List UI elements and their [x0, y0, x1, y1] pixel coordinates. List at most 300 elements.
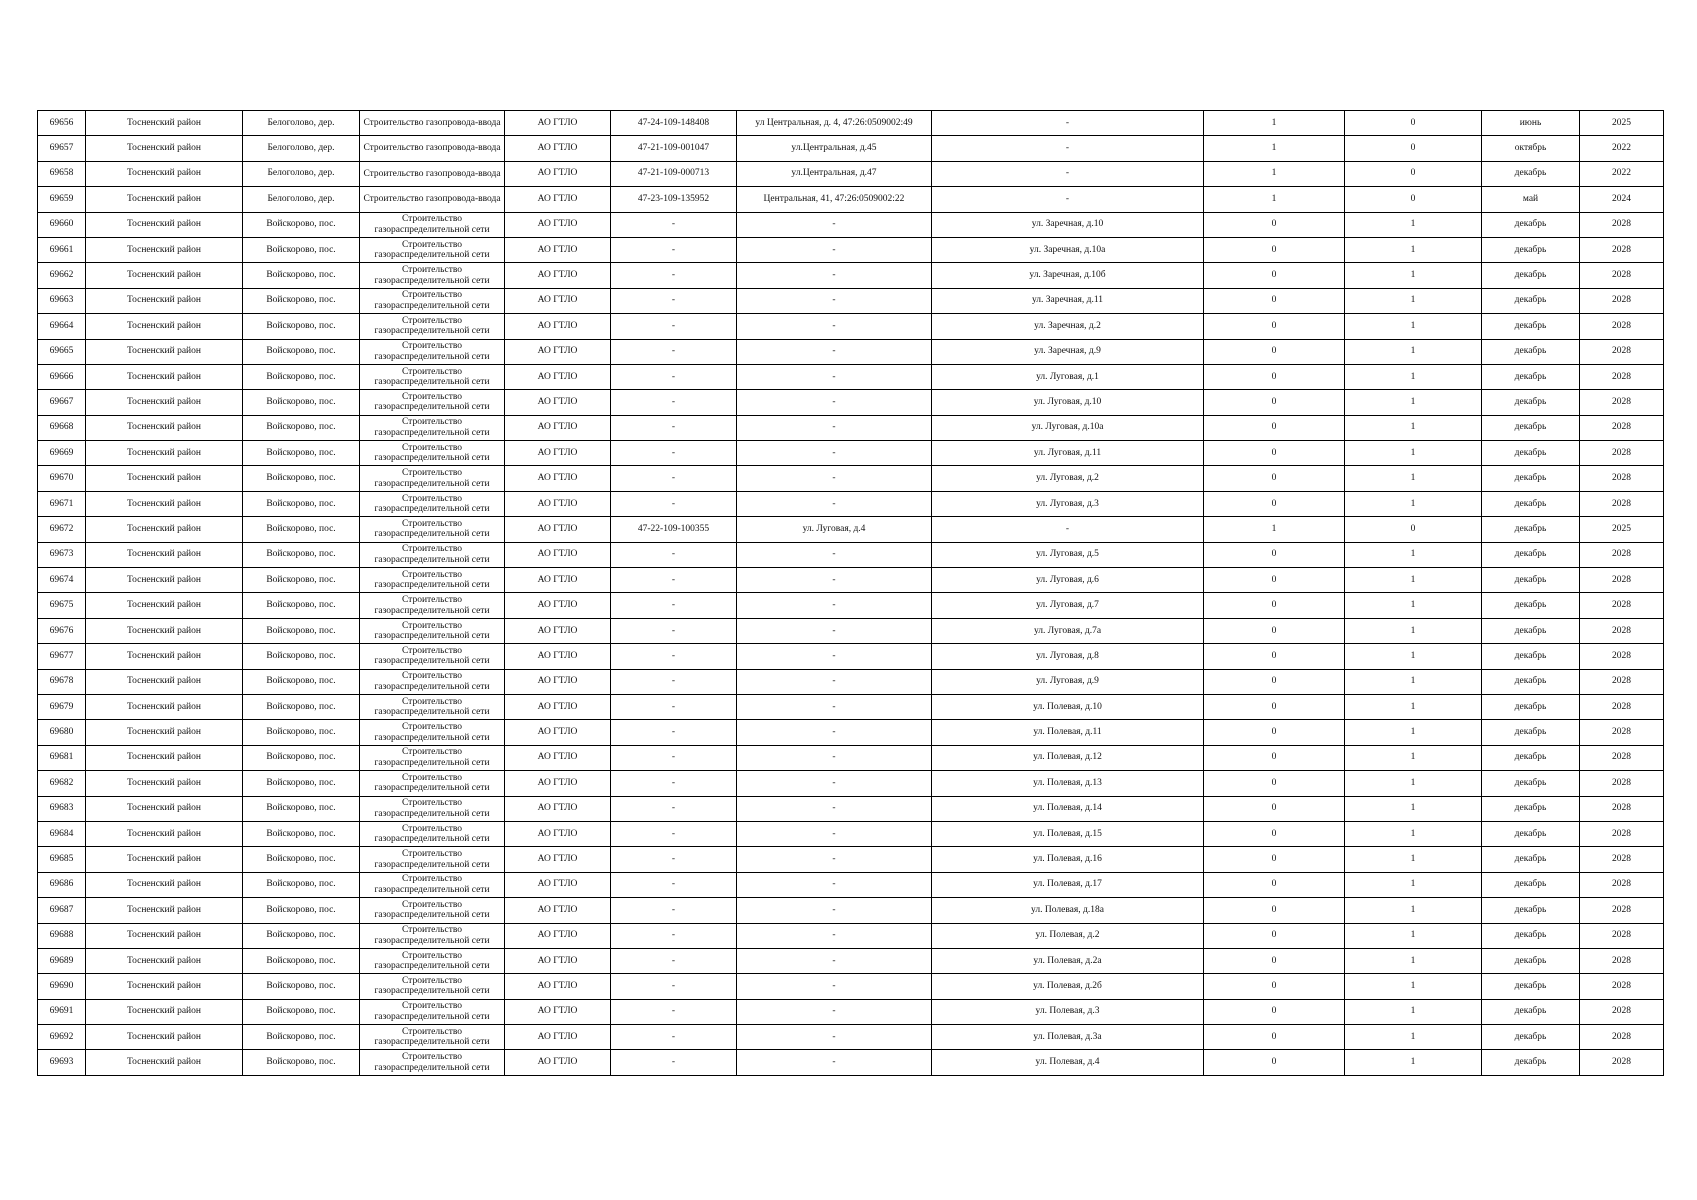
table-row — [38, 339, 1664, 364]
district-cell: Тосненский район — [86, 364, 243, 389]
planned-address-cell: ул. Полевая, д.15 — [932, 821, 1204, 846]
work-type-cell: Строительство газораспределительной сети — [360, 847, 505, 872]
registered-address-cell: - — [737, 821, 932, 846]
count-b-cell: 0 — [1345, 136, 1482, 161]
count-b-cell: 1 — [1345, 339, 1482, 364]
organization-cell: АО ГТЛО — [505, 593, 611, 618]
year-cell: 2028 — [1580, 771, 1664, 796]
registry-number-cell: - — [611, 491, 737, 516]
organization-cell: АО ГТЛО — [505, 872, 611, 897]
count-b-cell: 1 — [1345, 441, 1482, 466]
planned-address-cell: ул. Луговая, д.11 — [932, 441, 1204, 466]
settlement-cell: Войскорово, пос. — [243, 568, 360, 593]
registry-number-cell: - — [611, 872, 737, 897]
table-row — [38, 898, 1664, 923]
district-cell: Тосненский район — [86, 1050, 243, 1075]
month-cell: декабрь — [1482, 821, 1580, 846]
document-table — [37, 110, 1664, 1076]
settlement-cell: Войскорово, пос. — [243, 415, 360, 440]
count-b-cell: 1 — [1345, 694, 1482, 719]
record-id-cell: 69661 — [38, 237, 86, 262]
registered-address-cell: - — [737, 212, 932, 237]
count-b-cell: 1 — [1345, 415, 1482, 440]
registry-number-cell: - — [611, 263, 737, 288]
record-id-cell: 69660 — [38, 212, 86, 237]
record-id-cell: 69692 — [38, 1025, 86, 1050]
organization-cell: АО ГТЛО — [505, 237, 611, 262]
count-a-cell: 0 — [1204, 796, 1345, 821]
registry-number-cell: - — [611, 898, 737, 923]
registry-number-cell: - — [611, 999, 737, 1024]
organization-cell: АО ГТЛО — [505, 568, 611, 593]
table-row — [38, 466, 1664, 491]
registered-address-cell: - — [737, 745, 932, 770]
registered-address-cell: - — [737, 237, 932, 262]
registered-address-cell: - — [737, 644, 932, 669]
count-a-cell: 0 — [1204, 974, 1345, 999]
count-a-cell: 0 — [1204, 618, 1345, 643]
record-id-cell: 69688 — [38, 923, 86, 948]
record-id-cell: 69666 — [38, 364, 86, 389]
work-type-cell: Строительство газораспределительной сети — [360, 771, 505, 796]
district-cell: Тосненский район — [86, 1025, 243, 1050]
planned-address-cell: ул. Полевая, д.12 — [932, 745, 1204, 770]
work-type-cell: Строительство газораспределительной сети — [360, 796, 505, 821]
record-id-cell: 69677 — [38, 644, 86, 669]
settlement-cell: Белоголово, дер. — [243, 111, 360, 136]
year-cell: 2028 — [1580, 593, 1664, 618]
planned-address-cell: ул. Полевая, д.18а — [932, 898, 1204, 923]
count-a-cell: 0 — [1204, 847, 1345, 872]
record-id-cell: 69681 — [38, 745, 86, 770]
registry-number-cell: - — [611, 923, 737, 948]
work-type-cell: Строительство газопровода-ввода — [360, 111, 505, 136]
month-cell: декабрь — [1482, 872, 1580, 897]
count-b-cell: 1 — [1345, 364, 1482, 389]
month-cell: декабрь — [1482, 771, 1580, 796]
count-b-cell: 1 — [1345, 390, 1482, 415]
count-a-cell: 0 — [1204, 491, 1345, 516]
count-b-cell: 1 — [1345, 618, 1482, 643]
month-cell: декабрь — [1482, 568, 1580, 593]
count-a-cell: 0 — [1204, 999, 1345, 1024]
planned-address-cell: ул. Заречная, д.9 — [932, 339, 1204, 364]
registered-address-cell: - — [737, 898, 932, 923]
registry-number-cell: - — [611, 415, 737, 440]
organization-cell: АО ГТЛО — [505, 339, 611, 364]
month-cell: декабрь — [1482, 999, 1580, 1024]
year-cell: 2028 — [1580, 898, 1664, 923]
work-type-cell: Строительство газораспределительной сети — [360, 517, 505, 542]
year-cell: 2028 — [1580, 263, 1664, 288]
month-cell: декабрь — [1482, 669, 1580, 694]
planned-address-cell: ул. Луговая, д.7 — [932, 593, 1204, 618]
registered-address-cell: - — [737, 669, 932, 694]
district-cell: Тосненский район — [86, 161, 243, 186]
count-b-cell: 1 — [1345, 847, 1482, 872]
year-cell: 2028 — [1580, 694, 1664, 719]
registry-number-cell: - — [611, 288, 737, 313]
table-row — [38, 390, 1664, 415]
count-b-cell: 1 — [1345, 999, 1482, 1024]
year-cell: 2028 — [1580, 618, 1664, 643]
year-cell: 2028 — [1580, 314, 1664, 339]
settlement-cell: Войскорово, пос. — [243, 542, 360, 567]
district-cell: Тосненский район — [86, 314, 243, 339]
record-id-cell: 69674 — [38, 568, 86, 593]
table-row — [38, 288, 1664, 313]
record-id-cell: 69685 — [38, 847, 86, 872]
registry-number-cell: - — [611, 568, 737, 593]
record-id-cell: 69670 — [38, 466, 86, 491]
district-cell: Тосненский район — [86, 212, 243, 237]
year-cell: 2028 — [1580, 847, 1664, 872]
work-type-cell: Строительство газопровода-ввода — [360, 187, 505, 212]
table-row — [38, 314, 1664, 339]
count-b-cell: 1 — [1345, 948, 1482, 973]
count-b-cell: 0 — [1345, 187, 1482, 212]
settlement-cell: Войскорово, пос. — [243, 618, 360, 643]
registered-address-cell: - — [737, 288, 932, 313]
work-type-cell: Строительство газораспределительной сети — [360, 821, 505, 846]
month-cell: декабрь — [1482, 847, 1580, 872]
record-id-cell: 69669 — [38, 441, 86, 466]
count-a-cell: 1 — [1204, 187, 1345, 212]
district-cell: Тосненский район — [86, 847, 243, 872]
table-row — [38, 923, 1664, 948]
year-cell: 2028 — [1580, 491, 1664, 516]
settlement-cell: Войскорово, пос. — [243, 771, 360, 796]
count-a-cell: 0 — [1204, 466, 1345, 491]
organization-cell: АО ГТЛО — [505, 441, 611, 466]
planned-address-cell: ул. Луговая, д.2 — [932, 466, 1204, 491]
district-cell: Тосненский район — [86, 669, 243, 694]
count-a-cell: 0 — [1204, 441, 1345, 466]
registry-number-cell: 47-24-109-148408 — [611, 111, 737, 136]
count-a-cell: 0 — [1204, 720, 1345, 745]
registry-number-cell: 47-22-109-100355 — [611, 517, 737, 542]
registered-address-cell: ул Центральная, д. 4, 47:26:0509002:49 — [737, 111, 932, 136]
month-cell: декабрь — [1482, 923, 1580, 948]
organization-cell: АО ГТЛО — [505, 491, 611, 516]
settlement-cell: Войскорово, пос. — [243, 796, 360, 821]
registry-number-cell: - — [611, 441, 737, 466]
planned-address-cell: ул. Луговая, д.10 — [932, 390, 1204, 415]
planned-address-cell: - — [932, 187, 1204, 212]
month-cell: декабрь — [1482, 644, 1580, 669]
registered-address-cell: - — [737, 694, 932, 719]
settlement-cell: Войскорово, пос. — [243, 948, 360, 973]
count-a-cell: 0 — [1204, 745, 1345, 770]
planned-address-cell: ул. Луговая, д.1 — [932, 364, 1204, 389]
year-cell: 2022 — [1580, 161, 1664, 186]
district-cell: Тосненский район — [86, 720, 243, 745]
work-type-cell: Строительство газораспределительной сети — [360, 263, 505, 288]
work-type-cell: Строительство газораспределительной сети — [360, 1050, 505, 1075]
record-id-cell: 69687 — [38, 898, 86, 923]
planned-address-cell: ул. Полевая, д.17 — [932, 872, 1204, 897]
registered-address-cell: - — [737, 364, 932, 389]
registered-address-cell: ул.Центральная, д.47 — [737, 161, 932, 186]
planned-address-cell: ул. Полевая, д.2б — [932, 974, 1204, 999]
table-row — [38, 694, 1664, 719]
registry-number-cell: - — [611, 390, 737, 415]
count-a-cell: 1 — [1204, 161, 1345, 186]
district-cell: Тосненский район — [86, 568, 243, 593]
count-b-cell: 0 — [1345, 111, 1482, 136]
count-b-cell: 1 — [1345, 771, 1482, 796]
settlement-cell: Белоголово, дер. — [243, 161, 360, 186]
registry-number-cell: - — [611, 364, 737, 389]
settlement-cell: Войскорово, пос. — [243, 872, 360, 897]
year-cell: 2024 — [1580, 187, 1664, 212]
organization-cell: АО ГТЛО — [505, 212, 611, 237]
registry-number-cell: - — [611, 821, 737, 846]
count-a-cell: 0 — [1204, 568, 1345, 593]
count-a-cell: 0 — [1204, 923, 1345, 948]
count-b-cell: 1 — [1345, 745, 1482, 770]
settlement-cell: Белоголово, дер. — [243, 187, 360, 212]
record-id-cell: 69658 — [38, 161, 86, 186]
year-cell: 2022 — [1580, 136, 1664, 161]
count-a-cell: 0 — [1204, 237, 1345, 262]
year-cell: 2028 — [1580, 390, 1664, 415]
year-cell: 2028 — [1580, 872, 1664, 897]
record-id-cell: 69675 — [38, 593, 86, 618]
planned-address-cell: ул. Полевая, д.4 — [932, 1050, 1204, 1075]
month-cell: декабрь — [1482, 237, 1580, 262]
count-b-cell: 1 — [1345, 1025, 1482, 1050]
year-cell: 2028 — [1580, 542, 1664, 567]
count-a-cell: 0 — [1204, 339, 1345, 364]
district-cell: Тосненский район — [86, 339, 243, 364]
table-row — [38, 542, 1664, 567]
planned-address-cell: ул. Полевая, д.13 — [932, 771, 1204, 796]
district-cell: Тосненский район — [86, 237, 243, 262]
settlement-cell: Войскорово, пос. — [243, 720, 360, 745]
table-body — [38, 111, 1664, 1076]
record-id-cell: 69680 — [38, 720, 86, 745]
record-id-cell: 69663 — [38, 288, 86, 313]
settlement-cell: Войскорово, пос. — [243, 364, 360, 389]
planned-address-cell: ул. Полевая, д.10 — [932, 694, 1204, 719]
organization-cell: АО ГТЛО — [505, 796, 611, 821]
count-b-cell: 1 — [1345, 237, 1482, 262]
registry-number-cell: 47-23-109-135952 — [611, 187, 737, 212]
year-cell: 2028 — [1580, 237, 1664, 262]
count-b-cell: 0 — [1345, 517, 1482, 542]
year-cell: 2028 — [1580, 669, 1664, 694]
count-a-cell: 0 — [1204, 948, 1345, 973]
record-id-cell: 69659 — [38, 187, 86, 212]
count-b-cell: 1 — [1345, 974, 1482, 999]
month-cell: декабрь — [1482, 288, 1580, 313]
year-cell: 2028 — [1580, 1050, 1664, 1075]
work-type-cell: Строительство газораспределительной сети — [360, 314, 505, 339]
count-a-cell: 1 — [1204, 136, 1345, 161]
settlement-cell: Войскорово, пос. — [243, 263, 360, 288]
organization-cell: АО ГТЛО — [505, 694, 611, 719]
registry-number-cell: - — [611, 593, 737, 618]
registry-number-cell: - — [611, 948, 737, 973]
registered-address-cell: - — [737, 415, 932, 440]
count-b-cell: 1 — [1345, 821, 1482, 846]
registry-number-cell: - — [611, 669, 737, 694]
district-cell: Тосненский район — [86, 390, 243, 415]
work-type-cell: Строительство газораспределительной сети — [360, 669, 505, 694]
organization-cell: АО ГТЛО — [505, 314, 611, 339]
work-type-cell: Строительство газораспределительной сети — [360, 568, 505, 593]
table-row — [38, 1025, 1664, 1050]
registry-number-cell: - — [611, 466, 737, 491]
registered-address-cell: - — [737, 771, 932, 796]
registered-address-cell: - — [737, 593, 932, 618]
organization-cell: АО ГТЛО — [505, 720, 611, 745]
settlement-cell: Войскорово, пос. — [243, 974, 360, 999]
month-cell: декабрь — [1482, 314, 1580, 339]
work-type-cell: Строительство газораспределительной сети — [360, 415, 505, 440]
record-id-cell: 69665 — [38, 339, 86, 364]
count-a-cell: 0 — [1204, 364, 1345, 389]
settlement-cell: Войскорово, пос. — [243, 314, 360, 339]
planned-address-cell: ул. Заречная, д.11 — [932, 288, 1204, 313]
work-type-cell: Строительство газораспределительной сети — [360, 644, 505, 669]
registry-number-cell: - — [611, 720, 737, 745]
organization-cell: АО ГТЛО — [505, 923, 611, 948]
organization-cell: АО ГТЛО — [505, 821, 611, 846]
record-id-cell: 69683 — [38, 796, 86, 821]
month-cell: декабрь — [1482, 339, 1580, 364]
count-a-cell: 0 — [1204, 390, 1345, 415]
district-cell: Тосненский район — [86, 263, 243, 288]
year-cell: 2028 — [1580, 288, 1664, 313]
year-cell: 2025 — [1580, 111, 1664, 136]
registered-address-cell: ул. Луговая, д.4 — [737, 517, 932, 542]
organization-cell: АО ГТЛО — [505, 415, 611, 440]
registered-address-cell: - — [737, 441, 932, 466]
record-id-cell: 69672 — [38, 517, 86, 542]
work-type-cell: Строительство газопровода-ввода — [360, 136, 505, 161]
count-a-cell: 0 — [1204, 694, 1345, 719]
organization-cell: АО ГТЛО — [505, 364, 611, 389]
registered-address-cell: - — [737, 720, 932, 745]
district-cell: Тосненский район — [86, 542, 243, 567]
settlement-cell: Войскорово, пос. — [243, 517, 360, 542]
planned-address-cell: ул. Луговая, д.9 — [932, 669, 1204, 694]
year-cell: 2028 — [1580, 441, 1664, 466]
work-type-cell: Строительство газопровода-ввода — [360, 161, 505, 186]
table-row — [38, 263, 1664, 288]
count-b-cell: 1 — [1345, 1050, 1482, 1075]
count-a-cell: 0 — [1204, 771, 1345, 796]
settlement-cell: Войскорово, пос. — [243, 669, 360, 694]
count-b-cell: 1 — [1345, 212, 1482, 237]
record-id-cell: 69657 — [38, 136, 86, 161]
registry-number-cell: - — [611, 796, 737, 821]
work-type-cell: Строительство газораспределительной сети — [360, 618, 505, 643]
district-cell: Тосненский район — [86, 796, 243, 821]
registered-address-cell: - — [737, 390, 932, 415]
district-cell: Тосненский район — [86, 111, 243, 136]
organization-cell: АО ГТЛО — [505, 187, 611, 212]
year-cell: 2028 — [1580, 644, 1664, 669]
registry-number-cell: - — [611, 974, 737, 999]
organization-cell: АО ГТЛО — [505, 847, 611, 872]
settlement-cell: Войскорово, пос. — [243, 1025, 360, 1050]
settlement-cell: Войскорово, пос. — [243, 847, 360, 872]
district-cell: Тосненский район — [86, 745, 243, 770]
registered-address-cell: - — [737, 923, 932, 948]
table-row — [38, 948, 1664, 973]
registry-number-cell: - — [611, 1025, 737, 1050]
organization-cell: АО ГТЛО — [505, 111, 611, 136]
count-b-cell: 0 — [1345, 161, 1482, 186]
month-cell: декабрь — [1482, 948, 1580, 973]
settlement-cell: Войскорово, пос. — [243, 999, 360, 1024]
organization-cell: АО ГТЛО — [505, 263, 611, 288]
organization-cell: АО ГТЛО — [505, 898, 611, 923]
district-cell: Тосненский район — [86, 694, 243, 719]
planned-address-cell: - — [932, 111, 1204, 136]
registry-number-cell: - — [611, 694, 737, 719]
district-cell: Тосненский район — [86, 923, 243, 948]
planned-address-cell: ул. Заречная, д.10б — [932, 263, 1204, 288]
record-id-cell: 69689 — [38, 948, 86, 973]
organization-cell: АО ГТЛО — [505, 1050, 611, 1075]
settlement-cell: Белоголово, дер. — [243, 136, 360, 161]
count-b-cell: 1 — [1345, 669, 1482, 694]
organization-cell: АО ГТЛО — [505, 466, 611, 491]
record-id-cell: 69668 — [38, 415, 86, 440]
registered-address-cell: - — [737, 314, 932, 339]
year-cell: 2028 — [1580, 948, 1664, 973]
table-row — [38, 111, 1664, 136]
work-type-cell: Строительство газораспределительной сети — [360, 923, 505, 948]
month-cell: декабрь — [1482, 212, 1580, 237]
organization-cell: АО ГТЛО — [505, 288, 611, 313]
registered-address-cell: - — [737, 948, 932, 973]
count-b-cell: 1 — [1345, 898, 1482, 923]
registered-address-cell: Центральная, 41, 47:26:0509002:22 — [737, 187, 932, 212]
district-cell: Тосненский район — [86, 821, 243, 846]
registry-number-cell: - — [611, 1050, 737, 1075]
month-cell: декабрь — [1482, 441, 1580, 466]
count-a-cell: 0 — [1204, 1025, 1345, 1050]
count-b-cell: 1 — [1345, 923, 1482, 948]
planned-address-cell: ул. Заречная, д.10а — [932, 237, 1204, 262]
work-type-cell: Строительство газораспределительной сети — [360, 542, 505, 567]
work-type-cell: Строительство газораспределительной сети — [360, 212, 505, 237]
month-cell: декабрь — [1482, 542, 1580, 567]
organization-cell: АО ГТЛО — [505, 948, 611, 973]
year-cell: 2028 — [1580, 212, 1664, 237]
registry-number-cell: 47-21-109-000713 — [611, 161, 737, 186]
registered-address-cell: - — [737, 1050, 932, 1075]
month-cell: июнь — [1482, 111, 1580, 136]
work-type-cell: Строительство газораспределительной сети — [360, 339, 505, 364]
settlement-cell: Войскорово, пос. — [243, 694, 360, 719]
count-a-cell: 0 — [1204, 898, 1345, 923]
district-cell: Тосненский район — [86, 136, 243, 161]
work-type-cell: Строительство газораспределительной сети — [360, 237, 505, 262]
registered-address-cell: - — [737, 1025, 932, 1050]
table-row — [38, 796, 1664, 821]
organization-cell: АО ГТЛО — [505, 517, 611, 542]
record-id-cell: 69676 — [38, 618, 86, 643]
year-cell: 2028 — [1580, 1025, 1664, 1050]
year-cell: 2028 — [1580, 974, 1664, 999]
month-cell: декабрь — [1482, 364, 1580, 389]
